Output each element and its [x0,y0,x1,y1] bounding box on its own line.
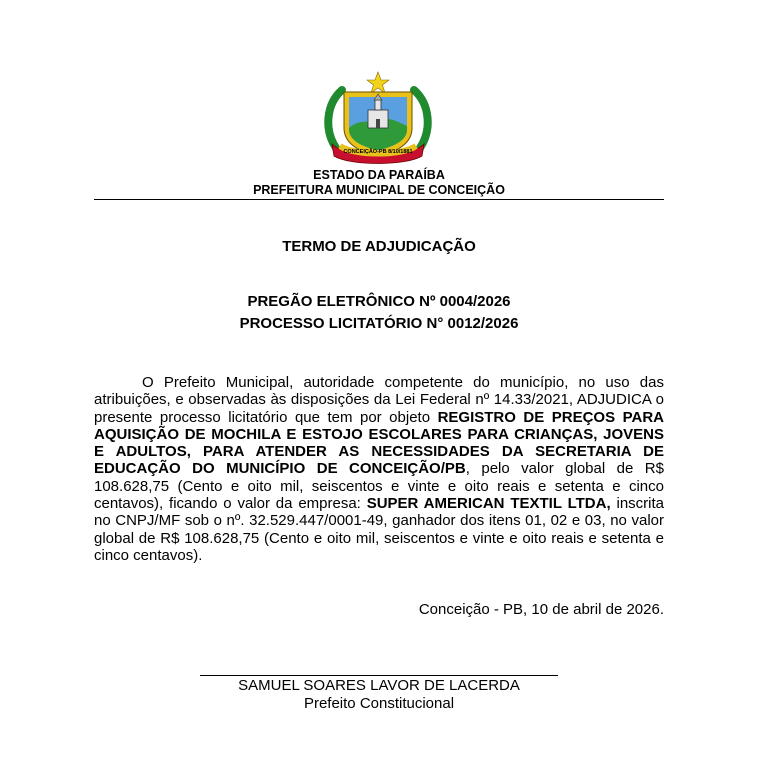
winning-company: SUPER AMERICAN TEXTIL LTDA, [366,495,611,513]
procurement-object: REGISTRO DE PREÇOS PARA AQUISIÇÃO DE MOCHILA E ESTOJO ESCOLARES PARA CRIANÇAS, JOVENS E ADULTOS, PARA ATENDER AS NECESSIDADES DA SECRETARIA DE EDUCAÇÃO DO MUNICÍPIO DE CONCEIÇÃO/PB [94,408,664,478]
city-hall-name: PREFEITURA MUNICIPAL DE CONCEIÇÃO [253,183,505,197]
header-divider [94,199,664,200]
municipal-coat-of-arms [318,70,438,166]
signer-role: Prefeito Constitucional [303,695,455,712]
adjudication-body [94,374,664,564]
state-name: ESTADO DA PARAÍBA [313,168,445,182]
signer-name: SAMUEL SOARES LAVOR DE LACERDA [238,677,520,694]
signature-line [200,675,558,676]
body-value: , pelo valor global de R$ 108.628,75 (Cento e oito mil, seiscentos e vinte e oito reais e setenta e cinco centavos), ficando o valor da empresa: [94,460,664,513]
crest-motto: CONCEIÇÃO-PB 8/10/1881 [343,149,413,155]
date-line: Conceição - PB, 10 de abril de 2026. [418,601,664,618]
body-closing: inscrita no CNPJ/MF sob o nº. 32.529.447/0001-49, ganhador dos itens 01, 02 e 03, no valor global de R$ 108.628,75 (Cento e oito mil, seiscentos e vinte e oito reais e setenta e cinco centavos). [94,495,664,564]
star-icon [367,72,389,93]
document-title: TERMO DE ADJUDICAÇÃO [282,238,476,255]
processo-number: PROCESSO LICITATÓRIO N° 0012/2026 [239,315,519,332]
body-intro: O Prefeito Municipal, autoridade competente do município, no uso das atribuições, e observadas às disposições da Lei Federal nº 14.33/2021, ADJUDICA o presente processo licitatório que tem por objeto [94,374,664,426]
pregao-number: PREGÃO ELETRÔNICO Nº 0004/2026 [247,293,511,310]
